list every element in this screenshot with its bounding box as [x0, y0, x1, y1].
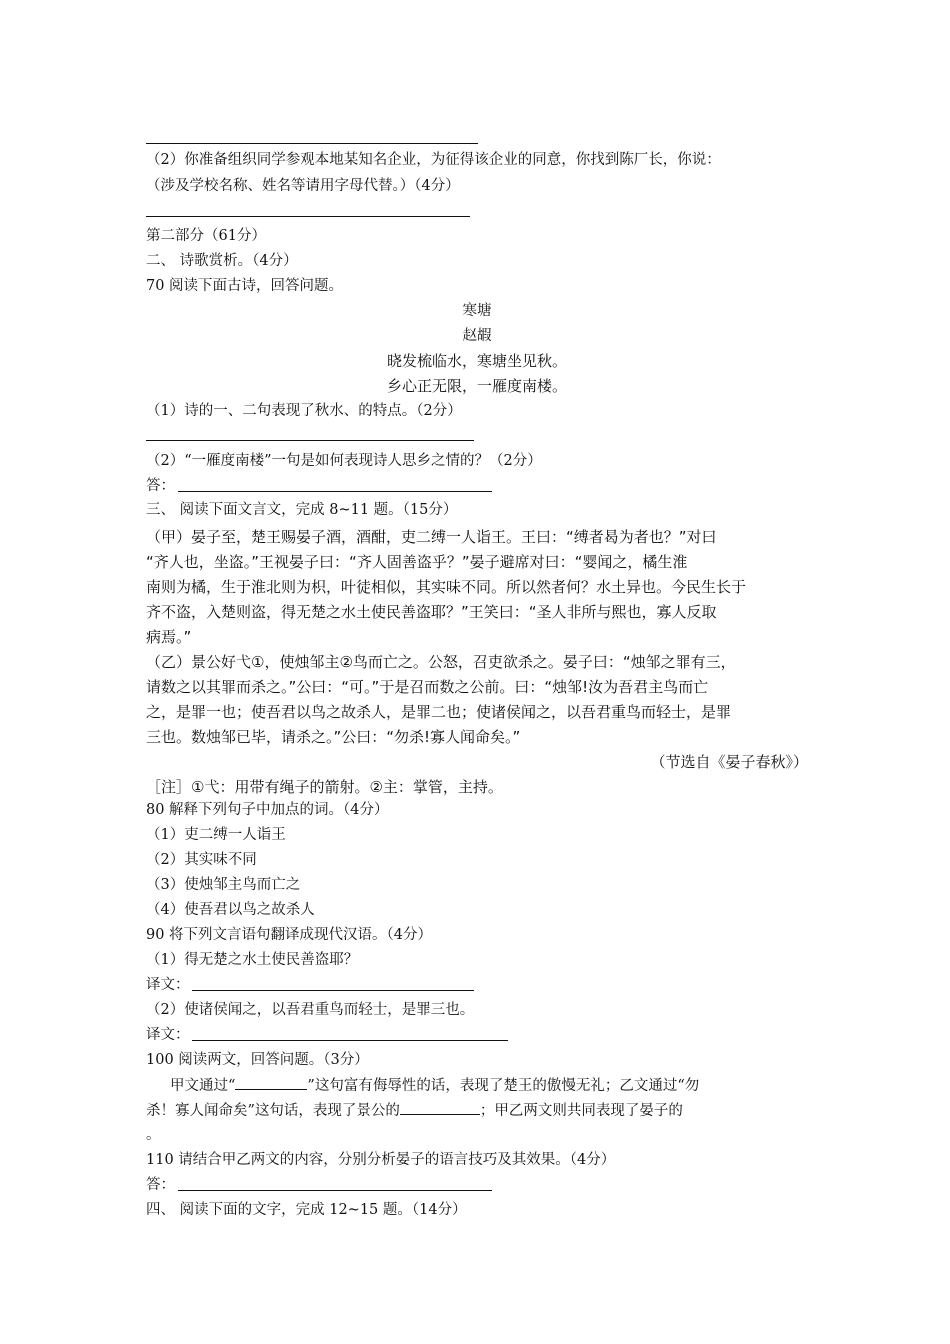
passage-source: （节选自《晏子春秋》）	[650, 753, 808, 771]
translation-label: 译文：	[146, 1027, 190, 1043]
question-8-title: 80 解释下列句子中加点的词。（4分）	[146, 802, 389, 818]
answer-line	[192, 990, 474, 991]
passage-yi-line-3: 之，是罪一也；使吾君以鸟之故杀人，是罪二也；使诸侯闻之，以吾君重鸟而轻士，是罪	[146, 703, 732, 721]
passage-yi-line-2: 请数之以其罪而杀之。”公曰：“可。”于是召而数之公前。曰：“烛邹!汝为吾君主鸟而亡	[146, 678, 709, 696]
passage-jia-line-5: 病焉。”	[146, 628, 192, 646]
question-9-item-2: （2）使诸侯闻之，以吾君重鸟而轻士，是罪三也。	[146, 1002, 475, 1018]
poem-title: 寒塘	[462, 303, 492, 319]
question-10-title: 100 阅读两文，回答问题。（3分）	[146, 1052, 369, 1068]
question-7-sub-2: （2）“一雁度南楼”一句是如何表现诗人思乡之情的？（2分）	[146, 453, 542, 469]
poem-author: 赵嘏	[462, 328, 492, 344]
answer-label: 答：	[146, 1177, 175, 1193]
question-2-note: （涉及学校名称、姓名等请用字母代替。）（4分）	[146, 178, 460, 194]
question-8-item-4: （4）使吾君以鸟之故杀人	[146, 902, 315, 918]
passage-jia-line-4: 齐不盗，入楚则盗，得无楚之水土使民善盗耶？”王笑曰：“圣人非所与熙也，寡人反取	[146, 603, 717, 621]
passage-yi-line-4: 三也。数烛邹已毕，请杀之。”公曰：“勿杀!寡人闻命矣。”	[146, 728, 521, 746]
question-10-text-line-3: 。	[146, 1127, 161, 1143]
question-7-title: 70 阅读下面古诗，回答问题。	[146, 278, 344, 294]
question-9-item-1: （1）得无楚之水土使民善盗耶？	[146, 952, 359, 968]
question-10-text-line-1: 甲文通过“ ”这句富有侮辱性的话，表现了楚王的傲慢无礼；乙文通过“勿	[170, 1075, 699, 1096]
passage-jia-line-2: “齐人也，坐盗。”王视晏子曰：“齐人固善盗乎？”晏子避席对曰：“婴闻之，橘生淮	[146, 553, 688, 571]
answer-line	[192, 1040, 508, 1041]
poem-line-1: 晓发梳临水，寒塘坐见秋。	[386, 352, 567, 370]
passage-note: ［注］①弋：用带有绳子的箭射。②主：掌管，主持。	[146, 778, 503, 796]
question-8-item-3: （3）使烛邹主鸟而亡之	[146, 877, 301, 893]
question-11-title: 110 请结合甲乙两文的内容，分别分析晏子的语言技巧及其效果。（4分）	[146, 1152, 616, 1168]
fill-blank[interactable]	[400, 1100, 480, 1115]
answer-line	[178, 491, 492, 492]
answer-line	[146, 440, 474, 441]
question-2-prompt: （2）你准备组织同学参观本地某知名企业，为征得该企业的同意，你找到陈厂长，你说：	[146, 152, 721, 168]
fill-blank[interactable]	[235, 1075, 307, 1090]
translation-label: 译文：	[146, 977, 190, 993]
question-9-title: 90 将下列文言语句翻译成现代汉语。（4分）	[146, 927, 433, 943]
passage-jia-line-1: （甲）晏子至，楚王赐晏子酒，酒酣，吏二缚一人诣王。王曰：“缚者曷为者也？”对曰	[146, 528, 717, 546]
answer-line	[178, 1190, 492, 1191]
question-8-item-2: （2）其实味不同	[146, 852, 257, 868]
question-7-sub-1: （1）诗的一、二句表现了秋水、的特点。（2分）	[146, 403, 462, 419]
answer-line	[146, 216, 470, 217]
question-10-text-line-2: 杀！寡人闻命矣”这句话，表现了景公的 ；甲乙两文则共同表现了晏子的	[146, 1100, 683, 1121]
section-4-title: 四、 阅读下面的文字，完成 12~15 题。（14分）	[146, 1202, 467, 1218]
answer-line	[146, 143, 478, 144]
section-3-title: 三、 阅读下面文言文，完成 8~11 题。（15分）	[146, 502, 458, 518]
part-2-title: 第二部分（61分）	[146, 228, 266, 244]
answer-label: 答：	[146, 478, 175, 494]
passage-yi-line-1: （乙）景公好弋①，使烛邹主②鸟而亡之。公怒，召吏欲杀之。晏子曰：“烛邹之罪有三，	[146, 653, 736, 671]
question-8-item-1: （1）吏二缚一人诣王	[146, 827, 286, 843]
section-2-title: 二、 诗歌赏析。（4分）	[146, 253, 298, 269]
poem-line-2: 乡心正无限，一雁度南楼。	[386, 377, 567, 395]
passage-jia-line-3: 南则为橘，生于淮北则为枳，叶徒相似，其实味不同。所以然者何？水土异也。今民生长于	[146, 578, 747, 596]
